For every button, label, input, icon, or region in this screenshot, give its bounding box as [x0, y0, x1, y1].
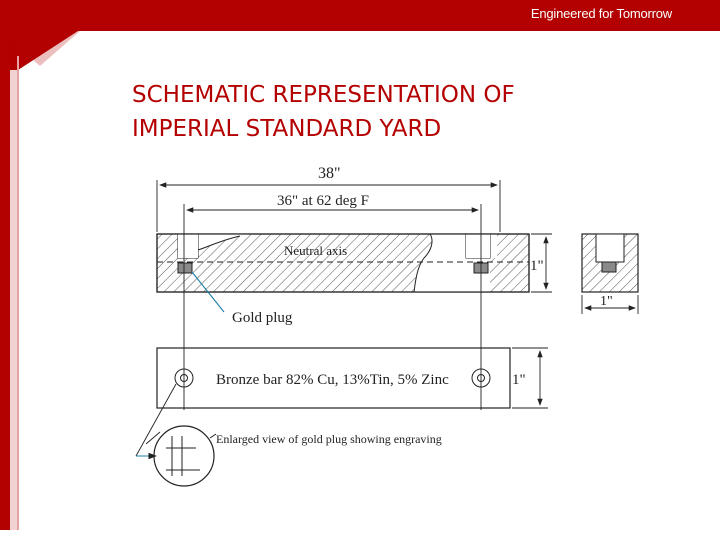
enlarged-view — [136, 384, 216, 486]
bar-description-label: Bronze bar 82% Cu, 13%Tin, 5% Zinc — [216, 372, 449, 388]
section-width-label: 1" — [600, 294, 613, 309]
slide-title — [132, 78, 515, 146]
overall-length-label: 38" — [318, 165, 341, 182]
title-line-1: SCHEMATIC REPRESENTATION OF — [132, 82, 515, 108]
gold-plug-label: Gold plug — [232, 310, 293, 326]
gold-plug-left — [178, 263, 192, 273]
brand-tagline: Engineered for Tomorrow — [530, 6, 672, 21]
plan-height-label: 1" — [512, 372, 526, 388]
height-label: 1" — [530, 258, 544, 274]
standard-length-label: 36" at 62 deg F — [277, 193, 369, 209]
enlarged-view-label: Enlarged view of gold plug showing engraving — [216, 432, 442, 446]
neutral-axis-label: Neutral axis — [284, 243, 348, 258]
title-line-2: IMPERIAL STANDARD YARD — [132, 116, 442, 142]
